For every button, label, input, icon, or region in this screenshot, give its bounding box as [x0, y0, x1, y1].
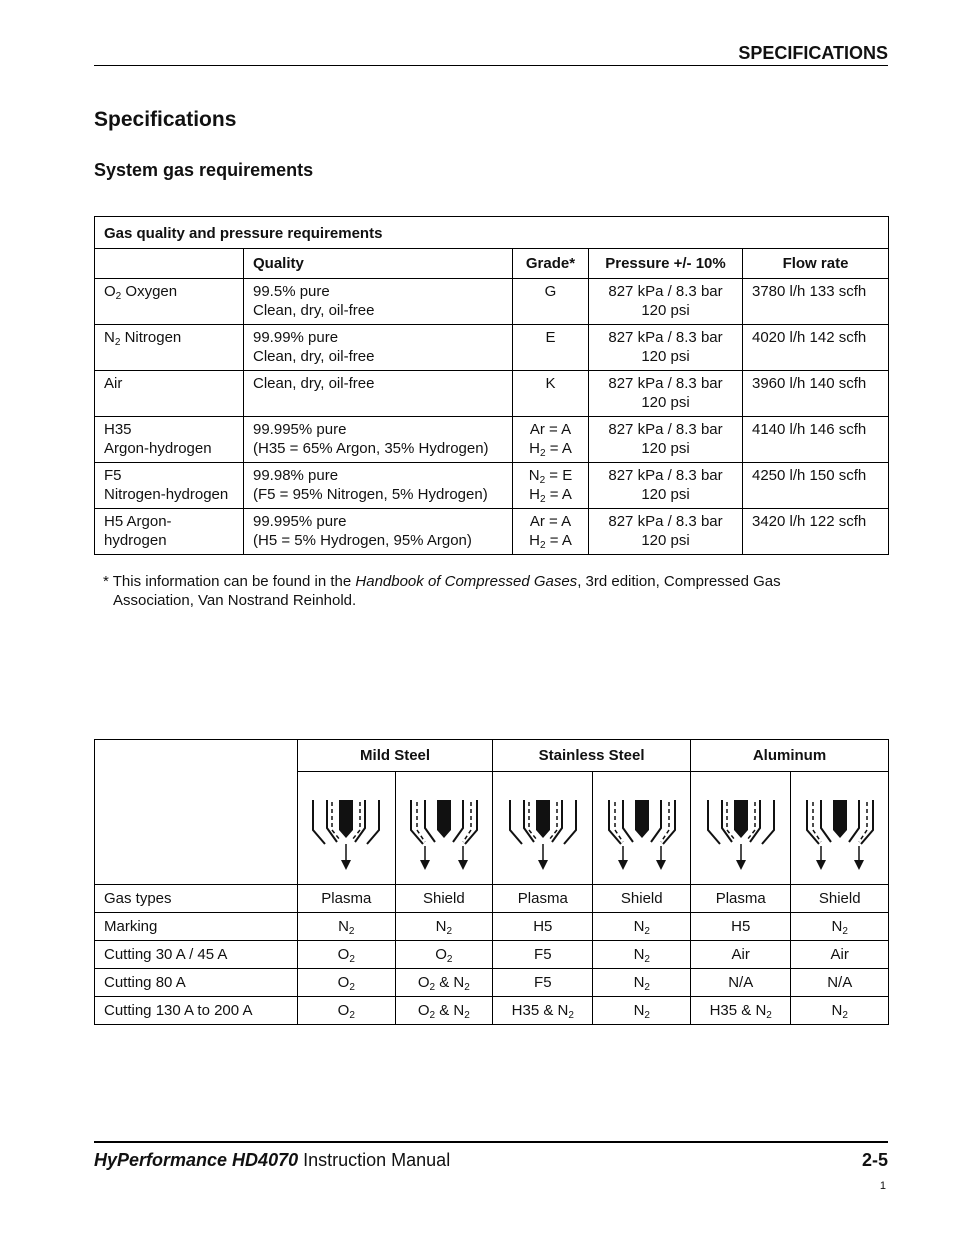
- shield-flow-icon: [405, 778, 483, 878]
- gas-cell: $N_2$: [593, 941, 691, 969]
- subscript: 2: [349, 1010, 355, 1021]
- quality-cell: 99.98% pure (F5 = 95% Nitrogen, 5% Hydrogen): [244, 463, 513, 509]
- flow-rate-cell: 4140 l/h 146 scfh: [743, 417, 889, 463]
- gas-cell: H35 & $N_2$: [493, 997, 593, 1025]
- gas-cell: $N_2$: [593, 969, 691, 997]
- quality-cell: 99.995% pure (H5 = 5% Hydrogen, 95% Argon): [244, 509, 513, 555]
- row-label: Marking: [95, 913, 298, 941]
- table-row: [95, 885, 889, 913]
- subscript: 2: [644, 926, 650, 937]
- shield-flow-icon: [603, 778, 681, 878]
- subscript: 2: [842, 926, 848, 937]
- table-row: [95, 941, 889, 969]
- subscript: 2: [348, 926, 355, 937]
- subscript: 2: [644, 954, 650, 965]
- gas-cell: $N_2$: [791, 913, 889, 941]
- column-header: Grade*: [513, 249, 589, 279]
- footnote-text: Association, Van Nostrand Reinhold.: [113, 592, 357, 609]
- pressure-cell: 827 kPa / 8.3 bar 120 psi: [589, 417, 743, 463]
- row-label: Cutting 80 A: [95, 969, 298, 997]
- flow-rate-cell: 4020 l/h 142 scfh: [743, 325, 889, 371]
- gas-cell: $O_2$: [298, 997, 396, 1025]
- subscript: 2: [539, 475, 546, 486]
- gas-cell: F5 Nitrogen-hydrogen: [95, 463, 244, 509]
- page-title: Specifications: [94, 108, 237, 131]
- gas-cell: $O_2$: [298, 969, 396, 997]
- plasma-flow-icon: [702, 778, 780, 878]
- subscript: 2: [568, 1010, 574, 1021]
- gas-cell: Plasma: [298, 885, 396, 913]
- flow-rate-cell: 3780 l/h 133 scfh: [743, 279, 889, 325]
- gas-cell: $O_2$: [395, 941, 493, 969]
- flow-rate-cell: 3420 l/h 122 scfh: [743, 509, 889, 555]
- subscript: 2: [766, 1010, 772, 1021]
- running-header: SPECIFICATIONS: [738, 43, 888, 63]
- page-number: 2-5: [861, 1150, 888, 1170]
- gas-cell: H35 & $N_2$: [691, 997, 791, 1025]
- gas-cell: N/A: [691, 969, 791, 997]
- table-row: [95, 325, 889, 371]
- table-row: [95, 463, 889, 509]
- pressure-cell: 827 kPa / 8.3 bar 120 psi: [589, 371, 743, 417]
- table-row: [95, 969, 889, 997]
- column-header: Flow rate: [743, 249, 889, 279]
- grade-cell: $N_2 = E$ $H_2 = A$: [513, 463, 589, 509]
- material-header: Aluminum: [691, 740, 889, 772]
- torch-diagram-cell: [691, 772, 791, 885]
- quality-cell: 99.995% pure (H35 = 65% Argon, 35% Hydrogen): [244, 417, 513, 463]
- section-title: System gas requirements: [94, 160, 314, 180]
- torch-diagram-cell: [395, 772, 493, 885]
- blank-corner-cell: [95, 740, 298, 885]
- subscript: 2: [540, 494, 546, 505]
- subscript: 2: [429, 982, 436, 993]
- gas-cell: $N_2$ Nitrogen: [95, 325, 244, 371]
- gas-cell: H35 Argon-hydrogen: [95, 417, 244, 463]
- table-caption: Gas quality and pressure requirements: [95, 217, 889, 249]
- flow-rate-cell: 3960 l/h 140 scfh: [743, 371, 889, 417]
- grade-cell: K: [513, 371, 589, 417]
- manual-label: Instruction Manual: [298, 1150, 451, 1170]
- gas-cell: Shield: [593, 885, 691, 913]
- gas-cell: H5 Argon-hydrogen: [95, 509, 244, 555]
- column-header: Quality: [244, 249, 513, 279]
- footnote-text: * This information can be found in the: [103, 573, 356, 590]
- quality-cell: 99.5% pure Clean, dry, oil-free: [244, 279, 513, 325]
- gas-cell: $N_2$: [593, 913, 691, 941]
- gas-cell: H5: [691, 913, 791, 941]
- plasma-flow-icon: [307, 778, 385, 878]
- grade-cell: Ar = A $H_2 = A$: [513, 509, 589, 555]
- gas-cell: Plasma: [493, 885, 593, 913]
- subscript: 2: [540, 448, 546, 459]
- sheet-number: 1: [879, 1180, 886, 1192]
- header-rule: [94, 65, 888, 66]
- plasma-flow-icon: [504, 778, 582, 878]
- subscript: 2: [115, 291, 122, 302]
- row-label: Gas types: [95, 885, 298, 913]
- table-row: [95, 913, 889, 941]
- gas-cell: F5: [493, 941, 593, 969]
- gas-cell: $N_2$: [395, 913, 493, 941]
- gas-cell: $O_2$: [298, 941, 396, 969]
- product-name: HyPerformance HD4070: [94, 1150, 299, 1170]
- gas-cell: Shield: [791, 885, 889, 913]
- gas-cell: F5: [493, 969, 593, 997]
- gas-cell: N/A: [791, 969, 889, 997]
- gas-cell: $O_2$ & $N_2$: [395, 997, 493, 1025]
- subscript: 2: [114, 337, 121, 348]
- subscript: 2: [842, 1010, 848, 1021]
- material-header: Mild Steel: [298, 740, 493, 772]
- pressure-cell: 827 kPa / 8.3 bar 120 psi: [589, 463, 743, 509]
- subscript: 2: [446, 926, 453, 937]
- gas-cell: Shield: [395, 885, 493, 913]
- subscript: 2: [446, 954, 453, 965]
- footnote-book-title: Handbook of Compressed Gases: [355, 573, 578, 590]
- gas-cell: $O_2$ & $N_2$: [395, 969, 493, 997]
- subscript: 2: [464, 982, 470, 993]
- gas-cell: Air: [95, 371, 244, 417]
- shield-flow-icon: [801, 778, 879, 878]
- grade-cell: E: [513, 325, 589, 371]
- gas-cell: Air: [691, 941, 791, 969]
- pressure-cell: 827 kPa / 8.3 bar 120 psi: [589, 509, 743, 555]
- footnote-text: , 3rd edition, Compressed Gas: [577, 573, 781, 590]
- table-row: [95, 997, 889, 1025]
- table-row: [95, 279, 889, 325]
- flow-rate-cell: 4250 l/h 150 scfh: [743, 463, 889, 509]
- gas-cell: $N_2$: [298, 913, 396, 941]
- quality-cell: 99.99% pure Clean, dry, oil-free: [244, 325, 513, 371]
- torch-diagram-cell: [791, 772, 889, 885]
- subscript: 2: [349, 982, 355, 993]
- subscript: 2: [429, 1010, 436, 1021]
- gas-selection-table: [94, 739, 889, 1025]
- gas-requirements-table: [94, 216, 889, 555]
- row-label: Cutting 130 A to 200 A: [95, 997, 298, 1025]
- gas-cell: Air: [791, 941, 889, 969]
- quality-cell: Clean, dry, oil-free: [244, 371, 513, 417]
- torch-diagram-cell: [298, 772, 396, 885]
- gas-cell: $N_2$: [791, 997, 889, 1025]
- material-header: Stainless Steel: [493, 740, 691, 772]
- footer-manual-title: [94, 1150, 450, 1171]
- column-header: [95, 249, 244, 279]
- subscript: 2: [540, 540, 546, 551]
- pressure-cell: 827 kPa / 8.3 bar 120 psi: [589, 325, 743, 371]
- grade-cell: G: [513, 279, 589, 325]
- gas-cell: H5: [493, 913, 593, 941]
- pressure-cell: 827 kPa / 8.3 bar 120 psi: [589, 279, 743, 325]
- footnote: [103, 572, 843, 610]
- row-label: Cutting 30 A / 45 A: [95, 941, 298, 969]
- subscript: 2: [349, 954, 355, 965]
- subscript: 2: [464, 1010, 470, 1021]
- gas-cell: Plasma: [691, 885, 791, 913]
- table-row: [95, 371, 889, 417]
- subscript: 2: [644, 1010, 650, 1021]
- table-row: [95, 417, 889, 463]
- grade-cell: Ar = A $H_2 = A$: [513, 417, 589, 463]
- torch-diagram-cell: [593, 772, 691, 885]
- footer-rule: [94, 1141, 888, 1143]
- column-header: Pressure +/- 10%: [589, 249, 743, 279]
- table-row: [95, 509, 889, 555]
- torch-diagram-cell: [493, 772, 593, 885]
- gas-cell: $N_2$: [593, 997, 691, 1025]
- gas-cell: $O_2$ Oxygen: [95, 279, 244, 325]
- subscript: 2: [644, 982, 650, 993]
